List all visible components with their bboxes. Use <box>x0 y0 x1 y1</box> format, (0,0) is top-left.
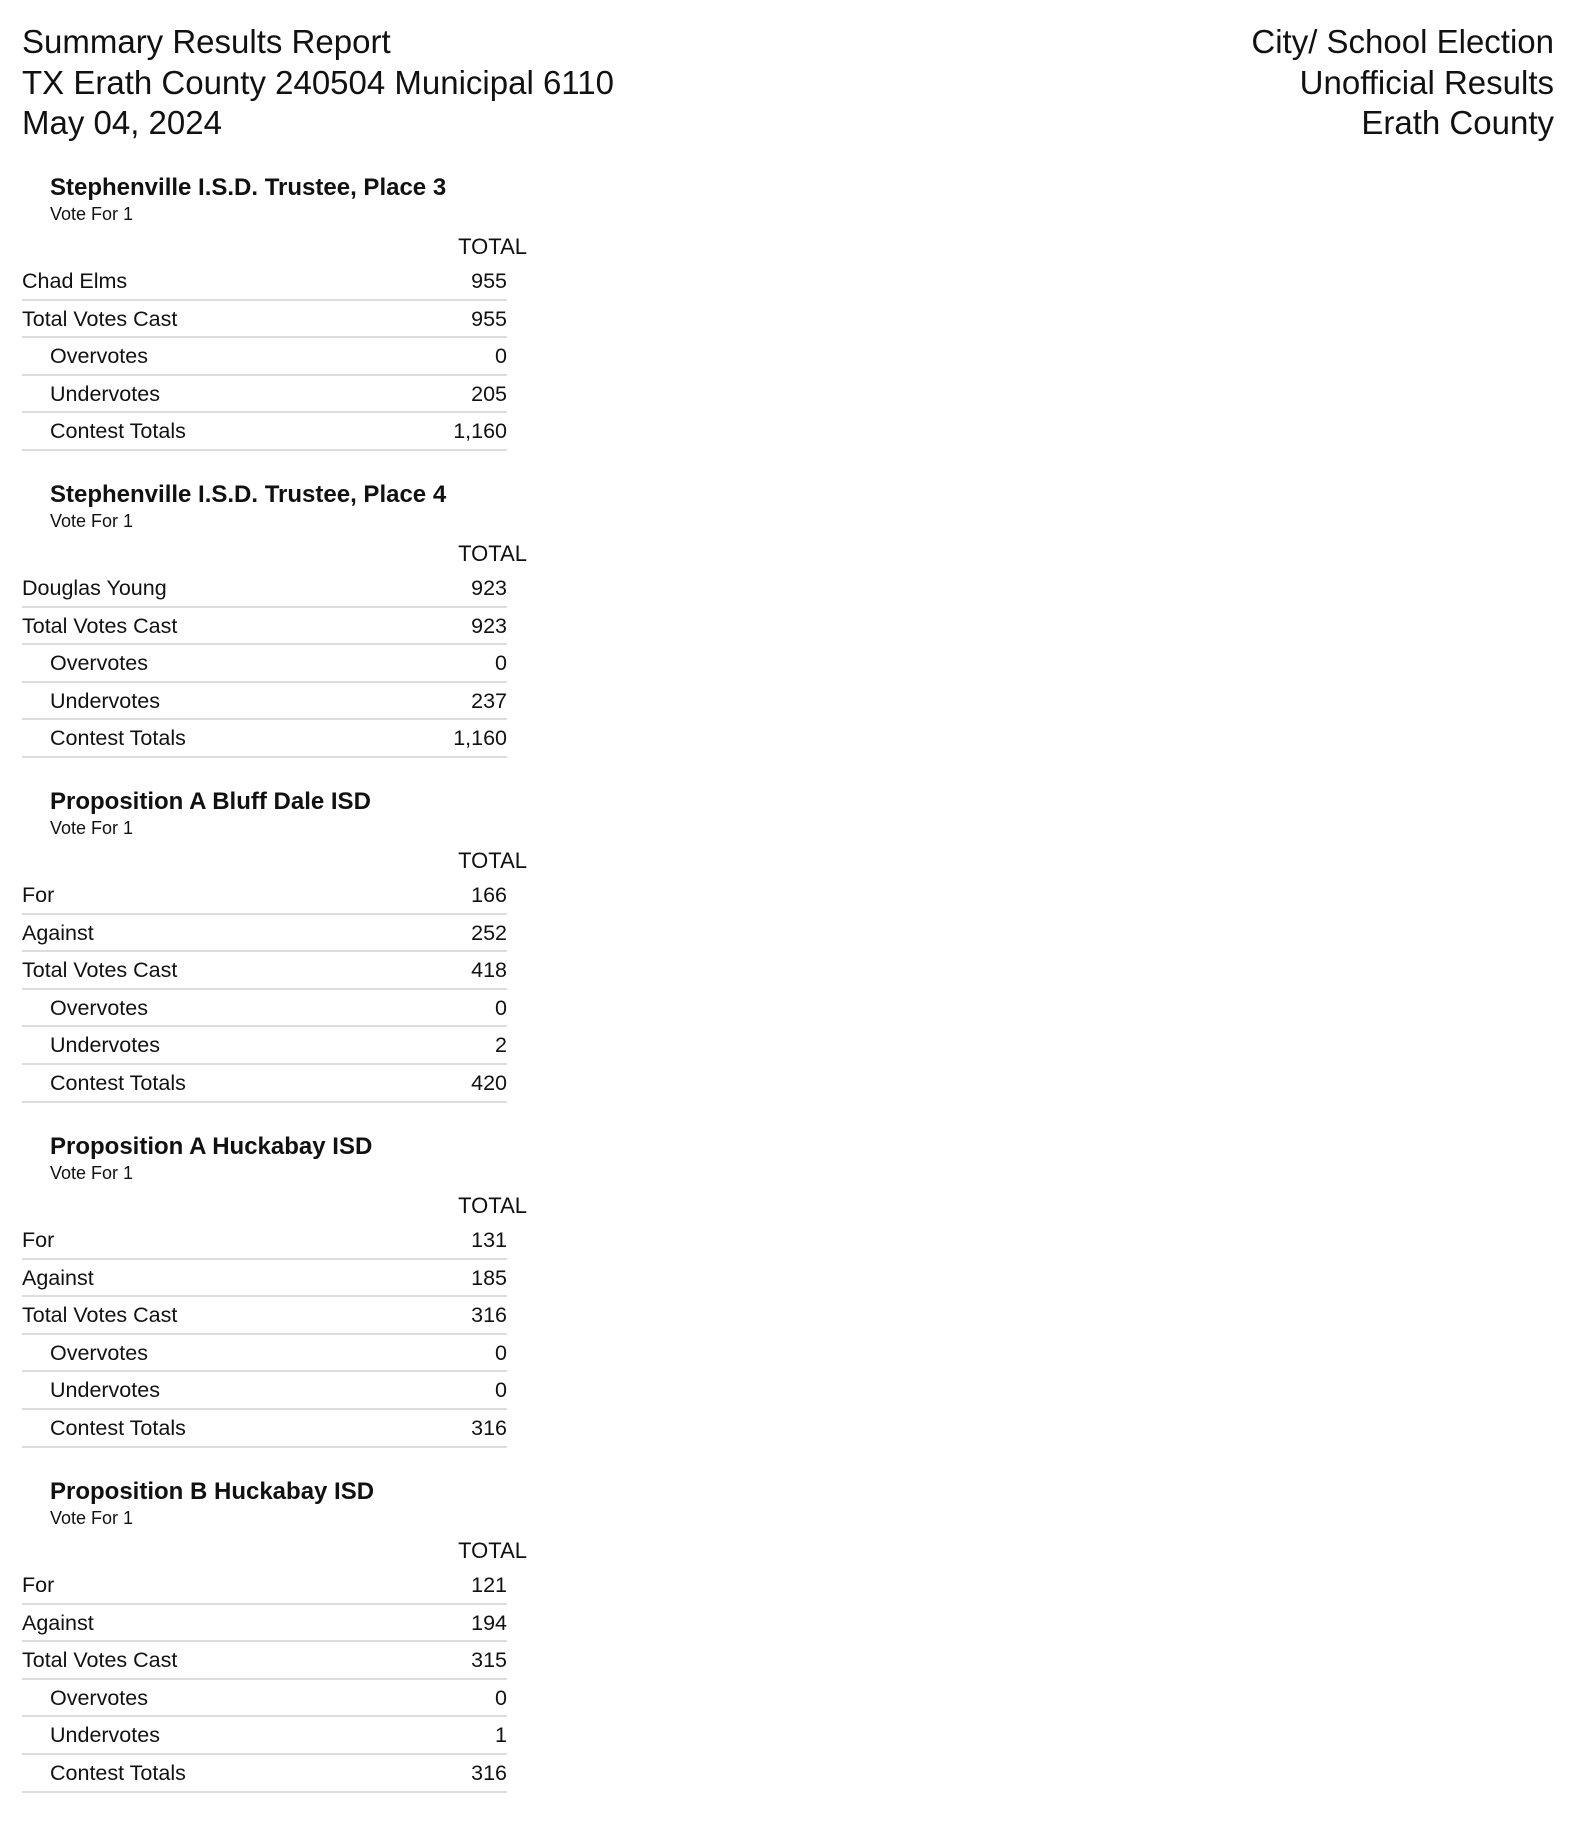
row-label: Contest Totals <box>50 1415 186 1440</box>
row-label: Overvotes <box>50 344 148 369</box>
row-label: Undervotes <box>50 1723 160 1748</box>
results-table <box>22 1567 507 1793</box>
contest-title: Stephenville I.S.D. Trustee, Place 3 <box>50 174 447 201</box>
table-row <box>22 1410 507 1448</box>
results-table <box>22 263 507 451</box>
table-row <box>22 1065 507 1103</box>
table-row <box>22 1567 507 1605</box>
row-value: 1,160 <box>453 726 507 751</box>
total-column-header: TOTAL <box>458 848 527 873</box>
report-title: Summary Results Report <box>22 23 391 60</box>
row-value: 0 <box>495 651 507 676</box>
contest <box>22 1474 542 1819</box>
vote-for-label: Vote For 1 <box>50 1163 134 1183</box>
row-value: 121 <box>471 1573 507 1597</box>
table-row <box>22 1605 507 1643</box>
row-label: Overvotes <box>50 1340 148 1365</box>
row-value: 0 <box>495 995 507 1020</box>
row-label: Total Votes Cast <box>22 613 178 638</box>
row-label: Total Votes Cast <box>22 306 178 331</box>
table-row <box>22 1222 507 1260</box>
row-value: 1 <box>495 1723 507 1748</box>
row-value: 237 <box>471 688 507 713</box>
table-row <box>22 915 507 953</box>
report-header-left <box>22 22 614 144</box>
row-label: Undervotes <box>50 1033 160 1058</box>
table-row <box>22 608 507 646</box>
table-row <box>22 1027 507 1065</box>
contest-title: Proposition A Huckabay ISD <box>50 1133 373 1160</box>
row-value: 955 <box>471 269 507 293</box>
row-value: 2 <box>495 1033 507 1058</box>
row-label: Against <box>22 1265 94 1290</box>
table-row <box>22 1717 507 1755</box>
report-header <box>22 22 1554 148</box>
table-row <box>22 645 507 683</box>
vote-for-label: Vote For 1 <box>50 1508 134 1528</box>
row-label: Against <box>22 1610 94 1635</box>
row-value: 923 <box>471 613 507 638</box>
table-row <box>22 1680 507 1718</box>
table-row <box>22 877 507 915</box>
contest <box>22 784 542 1129</box>
total-column-header: TOTAL <box>458 1538 527 1563</box>
contest <box>22 1129 542 1474</box>
table-row <box>22 952 507 990</box>
results-table <box>22 1222 507 1448</box>
row-label: Total Votes Cast <box>22 1303 178 1328</box>
contest-title: Stephenville I.S.D. Trustee, Place 4 <box>50 481 447 508</box>
row-label: Contest Totals <box>50 1070 186 1095</box>
table-row <box>22 1642 507 1680</box>
row-value: 131 <box>471 1228 507 1252</box>
report-header-right <box>1251 22 1554 144</box>
contest-title: Proposition B Huckabay ISD <box>50 1478 375 1505</box>
results-table <box>22 877 507 1103</box>
row-value: 316 <box>471 1760 507 1785</box>
row-label: Contest Totals <box>50 419 186 444</box>
vote-for-label: Vote For 1 <box>50 818 134 838</box>
row-value: 418 <box>471 958 507 983</box>
contest-title: Proposition A Bluff Dale ISD <box>50 788 371 815</box>
row-value: 0 <box>495 1378 507 1403</box>
total-column-header: TOTAL <box>458 1193 527 1218</box>
total-column-header: TOTAL <box>458 541 527 566</box>
row-value: 923 <box>471 576 507 600</box>
row-label: Chad Elms <box>22 269 128 293</box>
row-value: 185 <box>471 1265 507 1290</box>
row-label: For <box>22 883 55 907</box>
table-row <box>22 263 507 301</box>
table-row <box>22 1297 507 1335</box>
results-status: Unofficial Results <box>1299 63 1554 101</box>
row-value: 205 <box>471 381 507 406</box>
table-row <box>22 683 507 721</box>
row-label: Overvotes <box>50 651 148 676</box>
table-row <box>22 338 507 376</box>
election-name: City/ School Election <box>1251 23 1554 60</box>
results-table <box>22 570 507 758</box>
row-label: Total Votes Cast <box>22 958 178 983</box>
row-value: 252 <box>471 920 507 945</box>
row-value: 316 <box>471 1415 507 1440</box>
table-row <box>22 413 507 451</box>
row-label: Undervotes <box>50 381 160 406</box>
row-label: For <box>22 1573 55 1597</box>
report-subtitle: TX Erath County 240504 Municipal 6110 <box>22 63 614 101</box>
row-value: 316 <box>471 1303 507 1328</box>
total-column-header: TOTAL <box>458 234 527 259</box>
table-row <box>22 1335 507 1373</box>
row-label: Overvotes <box>50 1685 148 1710</box>
report-date: May 04, 2024 <box>22 104 222 141</box>
row-value: 1,160 <box>453 419 507 444</box>
table-row <box>22 990 507 1028</box>
row-value: 194 <box>471 1610 507 1635</box>
vote-for-label: Vote For 1 <box>50 204 134 224</box>
row-label: Total Votes Cast <box>22 1648 178 1673</box>
table-row <box>22 1755 507 1793</box>
row-value: 420 <box>471 1070 507 1095</box>
vote-for-label: Vote For 1 <box>50 511 134 531</box>
table-row <box>22 570 507 608</box>
row-label: Contest Totals <box>50 726 186 751</box>
row-label: Contest Totals <box>50 1760 186 1785</box>
contest <box>22 477 542 784</box>
row-label: Against <box>22 920 94 945</box>
row-value: 0 <box>495 344 507 369</box>
row-label: Overvotes <box>50 995 148 1020</box>
row-value: 0 <box>495 1340 507 1365</box>
table-row <box>22 301 507 339</box>
table-row <box>22 376 507 414</box>
table-row <box>22 720 507 758</box>
row-value: 955 <box>471 306 507 331</box>
row-value: 166 <box>471 883 507 907</box>
row-label: Douglas Young <box>22 576 167 600</box>
table-row <box>22 1372 507 1410</box>
contest <box>22 170 542 477</box>
row-label: For <box>22 1228 55 1252</box>
row-value: 315 <box>471 1648 507 1673</box>
table-row <box>22 1260 507 1298</box>
county-name: Erath County <box>1361 104 1554 141</box>
row-value: 0 <box>495 1685 507 1710</box>
contest-list <box>22 170 542 1819</box>
row-label: Undervotes <box>50 688 160 713</box>
row-label: Undervotes <box>50 1378 160 1403</box>
